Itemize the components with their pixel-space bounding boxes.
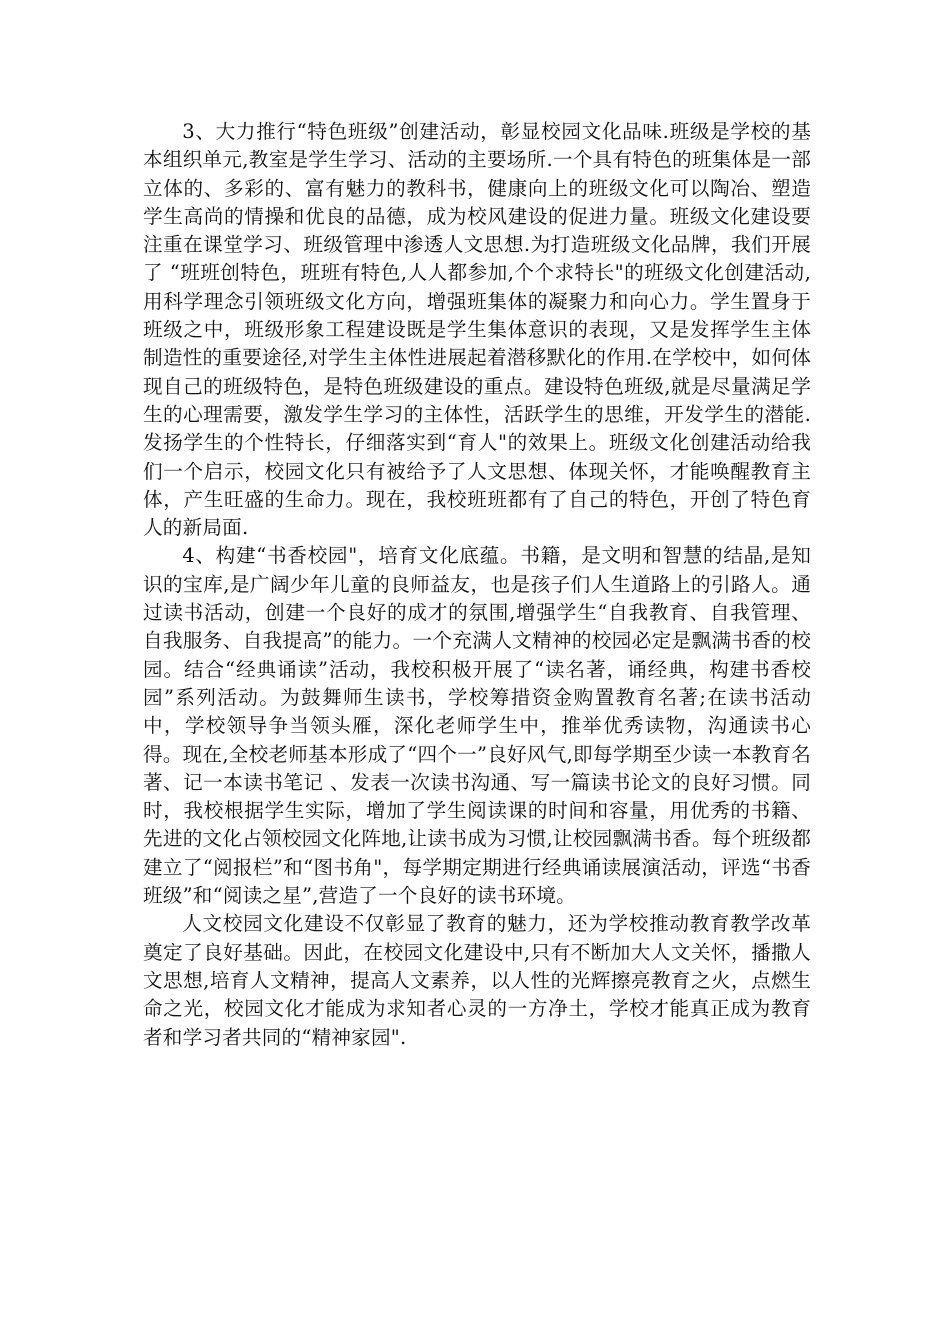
paragraph-conclusion: 人文校园文化建设不仅彰显了教育的魅力，还为学校推动教育教学改革奠定了良好基础。因此，在校园文化建设中,只有不断加大人文关怀，播撒人文思想,培育人文精神，提高人文素养，以人性的光辉擦亮教育之火，点燃生命之光，校园文化才能成为求知者心灵的一方净土，学校才能真正成为教育者和学习者共同的“精神家园". xyxy=(143,912,811,1049)
paragraph-book-campus: 4、构建“书香校园"，培育文化底蕴。书籍，是文明和智慧的结晶,是知识的宝库,是广阔少年儿童的良师益友，也是孩子们人生道路上的引路人。通过读书活动，创建一个良好的成才的氛围,增强学生“自我教育、自我管理、自我服务、自我提高”的能力。一个充满人文精神的校园必定是飘满书香的校园。结合“经典诵读”活动，我校积极开展了“读名著，诵经典，构建书香校园”系列活动。为鼓舞师生读书，学校筹措资金购置教育名著;在读书活动中，学校领导争当领头雁，深化老师学生中，推举优秀读物，沟通读书心得。现在,全校老师基本形成了“四个一”良好风气,即每学期至少读一本教育名著、记一本读书笔记 、发表一次读书沟通、写一篇读书论文的良好习惯。同时，我校根据学生实际，增加了学生阅读课的时间和容量，用优秀的书籍、先进的文化占领校园文化阵地,让读书成为习惯,让校园飘满书香。每个班级都建立了“阅报栏”和“图书角"，每学期定期进行经典诵读展演活动，评选“书香班级”和“阅读之星”,营造了一个良好的读书环境。 xyxy=(143,544,811,908)
document-page xyxy=(143,118,811,1052)
paragraph-feature-class: 3、大力推行“特色班级”创建活动，彰显校园文化品味.班级是学校的基本组织单元,教室是学生学习、活动的主要场所.一个具有特色的班集体是一部立体的、多彩的、富有魅力的教科书，健康向上的班级文化可以陶冶、塑造学生高尚的情操和优良的品德，成为校风建设的促进力量。班级文化建设要注重在课堂学习、班级管理中渗透人文思想.为打造班级文化品牌，我们开展了 “班班创特色，班班有特色,人人都参加,个个求特长"的班级文化创建活动,用科学理念引领班级文化方向，增强班集体的凝聚力和向心力。学生置身于班级之中，班级形象工程建设既是学生集体意识的表现，又是发挥学生主体制造性的重要途径,对学生主体性进展起着潜移默化的作用.在学校中，如何体现自己的班级特色，是特色班级建设的重点。建设特色班级,就是尽量满足学生的心理需要，激发学生学习的主体性，活跃学生的思维，开发学生的潜能.发扬学生的个性特长，仔细落实到“育人"的效果上。班级文化创建活动给我们一个启示，校园文化只有被给予了人文思想、体现关怀，才能唤醒教育主体，产生旺盛的生命力。现在，我校班班都有了自己的特色，开创了特色育人的新局面. xyxy=(143,120,811,540)
